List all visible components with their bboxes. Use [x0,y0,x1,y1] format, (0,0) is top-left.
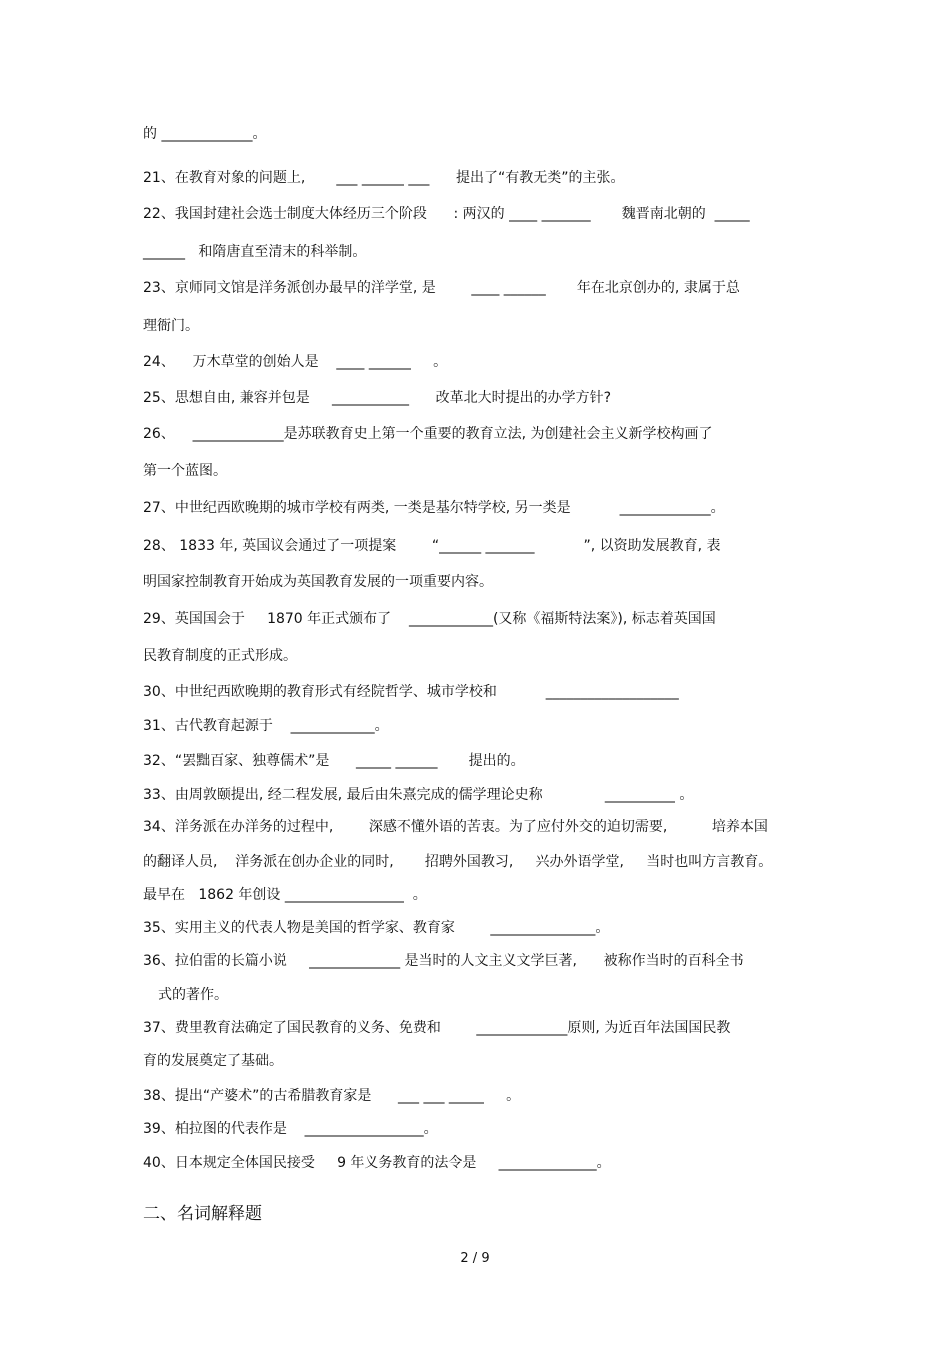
question-34-continued: 的翻译人员, 洋务派在创办企业的同时, 招聘外国教习, 兴办外语学堂, 当时也叫方言教育。 [143,854,773,870]
question-31: 31、古代教育起源于 ____________。 [143,718,389,734]
question-37-continued: 育的发展奠定了基础。 [143,1053,283,1069]
question-33: 33、由周敦颐提出, 经二程发展, 最后由朱熹完成的儒学理论史称 __________ 。 [143,787,694,803]
question-26: 26、 _____________是苏联教育史上第一个重要的教育立法, 为创建社会主义新学校构画了 [143,426,713,442]
question-29: 29、英国国会于 1870 年正式颁布了 ____________(又称《福斯特法案》), 标志着英国国 [143,611,716,627]
question-39: 39、柏拉图的代表作是 _________________。 [143,1121,438,1137]
question-28: 28、 1833 年, 英国议会通过了一项提案 “______ _______ ”, 以资助发展教育, 表 [143,538,721,554]
question-36: 36、拉伯雷的长篇小说 _____________ 是当时的人文主义文学巨著, 被称作当时的百科全书 [143,953,744,969]
question-21: 21、在教育对象的问题上, ___ ______ ___ 提出了“有教无类”的主张。 [143,170,625,186]
question-34: 34、洋务派在办洋务的过程中, 深感不懂外语的苦衷。为了应付外交的迫切需要, 培养本国 [143,819,768,835]
question-37: 37、费里教育法确定了国民教育的义务、免费和 _____________原则, 为近百年法国国民教 [143,1020,731,1036]
question-36-continued: 式的著作。 [158,987,228,1003]
question-34-continued-2: 最早在 1862 年创设 _________________ 。 [143,887,427,903]
question-35: 35、实用主义的代表人物是美国的哲学家、教育家 _______________。 [143,920,610,936]
question-25: 25、思想自由, 兼容并包是 ___________ 改革北大时提出的办学方针? [143,390,612,406]
question-27: 27、中世纪西欧晚期的城市学校有两类, 一类是基尔特学校, 另一类是 _____________。 [143,500,725,516]
question-22: 22、我国封建社会选士制度大体经历三个阶段 : 两汉的 ____ _______ 魏晋南北朝的 _____ [143,206,750,222]
text-line-continuation: 的 _____________。 [143,126,267,142]
question-38: 38、提出“产婆术”的古希腊教育家是 ___ ___ _____ 。 [143,1088,521,1104]
question-32: 32、“罢黜百家、独尊儒术”是 _____ ______ 提出的。 [143,753,525,769]
section-heading: 二、名词解释题 [143,1204,262,1224]
question-24: 24、 万木草堂的创始人是 ____ ______ 。 [143,354,448,370]
question-22-continued: ______ 和隋唐直至清末的科举制。 [143,244,367,260]
question-40: 40、日本规定全体国民接受 9 年义务教育的法令是 ______________。 [143,1155,611,1171]
page-number: 2 / 9 [460,1251,490,1266]
question-28-continued: 明国家控制教育开始成为英国教育发展的一项重要内容。 [143,574,493,590]
question-23-continued: 理衙门。 [143,318,199,334]
question-23: 23、京师同文馆是洋务派创办最早的洋学堂, 是 ____ ______ 年在北京创办的, 隶属于总 [143,280,740,296]
question-29-continued: 民教育制度的正式形成。 [143,648,297,664]
question-26-continued: 第一个蓝图。 [143,463,227,479]
question-30: 30、中世纪西欧晚期的教育形式有经院哲学、城市学校和 ___________________ [143,684,679,700]
